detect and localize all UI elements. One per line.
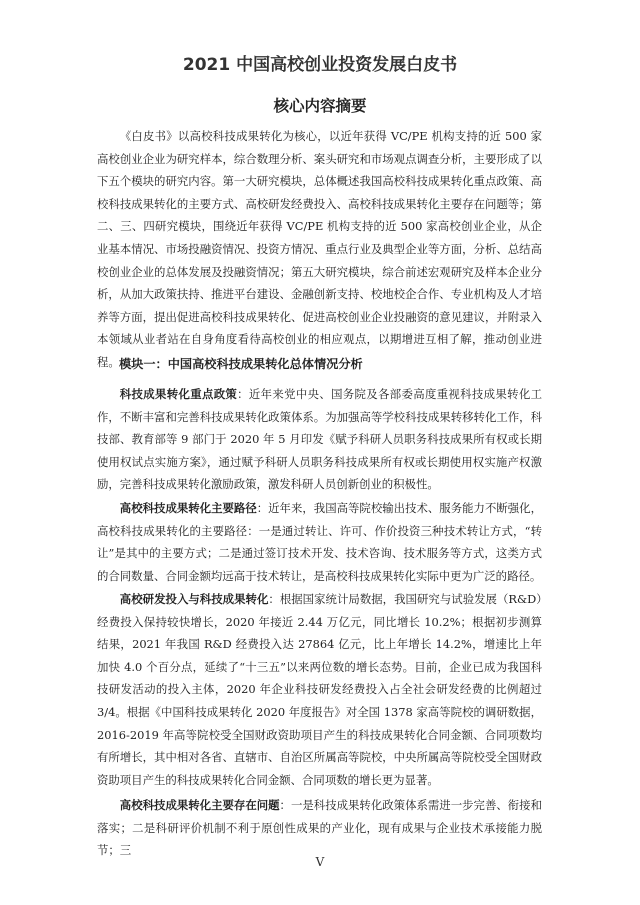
rd-text: ：根据国家统计局数据，我国研究与试验发展（R&D）经费投入保持较快增长，2020 年接近 2.44 万亿元，同比增长 10.2%；根据初步测算结果，2021 年我国 R&D 经费投入达 27864 亿元，比上年增长 14.2%，增速比上年加快 4.0 个百分点，延续了“十三五”以来两位数的增长态势。目前，企业已成为我国科技研发活动的投入主体，2020 年企业科技研发经费投入占全社会研发经费的比例超过 3/4。根据《中国科技成果转化 2020 年度报告》对全国 1378 家高等院校的调研数据，2016-2019 年高等院校受全国财政资助项目产生的科技成果转化合同金额、合同项数均有所增长，其中相对各省、直辖市、自治区所属高等院校，中央所属高等院校受全国财政资助项目产生的科技成果转化合同金额、合同项数的增长更为显著。 bbox=[97, 592, 542, 787]
problems-paragraph bbox=[97, 794, 542, 862]
document-title: 2021 中国高校创业投资发展白皮书 bbox=[182, 55, 458, 75]
problems-heading: 高校科技成果转化主要存在问题 bbox=[119, 798, 280, 812]
section-title: 核心内容摘要 bbox=[273, 97, 367, 115]
paths-paragraph bbox=[97, 497, 542, 587]
rd-paragraph bbox=[97, 588, 542, 791]
paths-heading: 高校科技成果转化主要路径 bbox=[119, 501, 257, 515]
policy-text: ：近年来党中央、国务院及各部委高度重视科技成果转化工作，不断丰富和完善科技成果转化政策体系。为加强高等学校科技成果转移转化工作，科技部、教育部等 9 部门于 2020 年 5 月印发《赋予科研人员职务科技成果所有权或长期使用权试点实施方案》，通过赋予科研人员职务科技成果所有权或长期使用权实施产权激励，完善科技成果转化激励政策，激发科研人员创新创业的积极性。 bbox=[97, 387, 542, 492]
paths-text: ：近年来，我国高等院校输出技术、服务能力不断强化，高校科技成果转化的主要路径：一是通过转让、许可、作价投资三种技术转让方式，“转让”是其中的主要方式；二是通过签订技术开发、技术咨询、技术服务等方式，这类方式的合同数量、合同金额均远高于技术转让，是高校科技成果转化实际中更为广泛的路径。 bbox=[97, 501, 542, 583]
problems-text: ：一是科技成果转化政策体系需进一步完善、衔接和落实；二是科研评价机制不利于原创性成果的产业化，现有成果与企业技术承接能力脱节；三 bbox=[97, 798, 542, 858]
policy-heading: 科技成果转化重点政策 bbox=[119, 387, 238, 401]
policy-paragraph bbox=[97, 383, 542, 496]
rd-heading: 高校研发投入与科技成果转化 bbox=[119, 592, 269, 606]
intro-paragraph: 《白皮书》以高校科技成果转化为核心，以近年获得 VC/PE 机构支持的近 500 家高校创业企业为研究样本，综合数理分析、案头研究和市场观点调查分析，主要形成了以下五个模块的研究内容。第一大研究模块，总体概述我国高校科技成果转化重点政策、高校科技成果转化的主要方式、高校研发经费投入、高校科技成果转化主要存在问题等；第二、三、四研究模块，围绕近年获得 VC/PE 机构支持的近 500 家高校创业企业，从企业基本情况、市场投融资情况、投资方情况、重点行业及典型企业等方面，分析、总结高校创业企业的总体发展及投融资情况；第五大研究模块，综合前述宏观研究及样本企业分析，从加大政策扶持、推进平台建设、金融创新支持、校地校企合作、专业机构及人才培养等方面，提出促进高校科技成果转化、促进高校创业企业投融资的意见建议，并附录入本领域从业者站在自身角度看待高校创业的相应观点，以期增进互相了解，推动创业进程。 bbox=[97, 129, 542, 369]
module-heading: 模块一：中国高校科技成果转化总体情况分析 bbox=[119, 357, 363, 371]
page-number: V bbox=[315, 855, 325, 869]
